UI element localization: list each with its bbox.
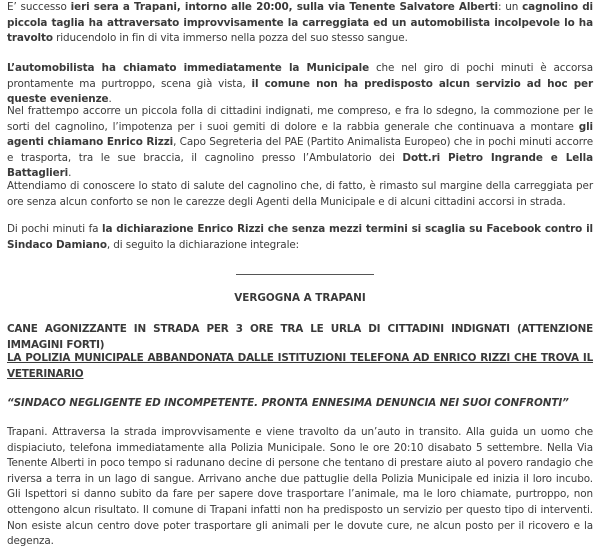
statement-title: VERGOGNA A TRAPANI — [234, 292, 366, 304]
section-divider — [236, 274, 374, 275]
paragraph-municipale: L’automobilista ha chiamato immediatamente la Municipale che nel giro di pochi minuti è accorsa prontamente ma purtroppo, scena già vista, il comune non ha predisposto alcun servizio ad hoc per queste evenienze. — [7, 62, 593, 106]
paragraph-declaration-intro: Di pochi minuti fa la dichiarazione Enrico Rizzi che senza mezzi termini si scaglia su Facebook contro il Sindaco Damiano, di seguito la dichiarazione integrale: — [7, 223, 593, 251]
paragraph-waiting: Attendiamo di conoscere lo stato di salute del cagnolino che, di fatto, è rimasto sul margine della carreggiata per ore senza alcun conforto se non le carezze degli Agenti della Municipale e di alcuni cittadini accorsi in strada. — [7, 180, 593, 208]
paragraph-intro: E’ successo ieri sera a Trapani, intorno alle 20:00, sulla via Tenente Salvatore Alberti: un cagnolino di piccola taglia ha attraversato improvvisamente la carreggiata ed un automobilista incolpevole lo ha travolto riducendolo in fin di vita immerso nella pozza del suo stesso sangue. — [7, 1, 594, 45]
statement-headline-2: LA POLIZIA MUNICIPALE ABBANDONATA DALLE ISTITUZIONI TELEFONA AD ENRICO RIZZI CHE TROVA IL VETERINARIO — [7, 352, 593, 380]
statement-body: Trapani. Attraversa la strada improvvisamente e viene travolto da un’auto in transito. Alla guida un uomo che dispiaciuto, telefona immediatamente alla Polizia Municipale. Sono le ore 20:10 disabato 5 settembre. Nella Via Tenente Alberti in poco tempo si radunano decine di persone che tentano di prestare aiuto al povero randagio che riversa a terra in un lago di sangue. Arrivano anche due pattuglie della Polizia Municipale ed inizia il loro incubo. Gli Ispettori si danno subito da fare per sapere dove trasportare l’animale, ma le loro chiamate, purtroppo, non ottengono alcun risultato. Il comune di Trapani infatti non ha predisposto un servizio per questo tipo di interventi. Non esiste alcun centro dove poter trasportare gli animali per le dovute cure, ne alcun posto per il ricovero e la degenza. — [7, 426, 593, 548]
statement-headline-1: CANE AGONIZZANTE IN STRADA PER 3 ORE TRA LE URLA DI CITTADINI INDIGNATI (ATTENZIONE IMMAGINI FORTI) — [7, 323, 593, 351]
statement-quote: “SINDACO NEGLIGENTE ED INCOMPETENTE. PRONTA ENNESIMA DENUNCIA NEI SUOI CONFRONTI” — [7, 397, 569, 409]
paragraph-crowd: Nel frattempo accorre un piccola folla di cittadini indignati, me compreso, e fra lo sdegno, la commozione per le sorti del cagnolino, l’impotenza per i suoi gemiti di dolore e la rabbia generale che continuava a montare gli agenti chiamano Enrico Rizzi, Capo Segreteria del PAE (Partito Animalista Europeo) che in pochi minuti accorre e trasporta, tra le sue braccia, il cagnolino presso l’Ambulatorio dei Dott.ri Pietro Ingrande e Lella Battaglieri. — [7, 105, 593, 180]
